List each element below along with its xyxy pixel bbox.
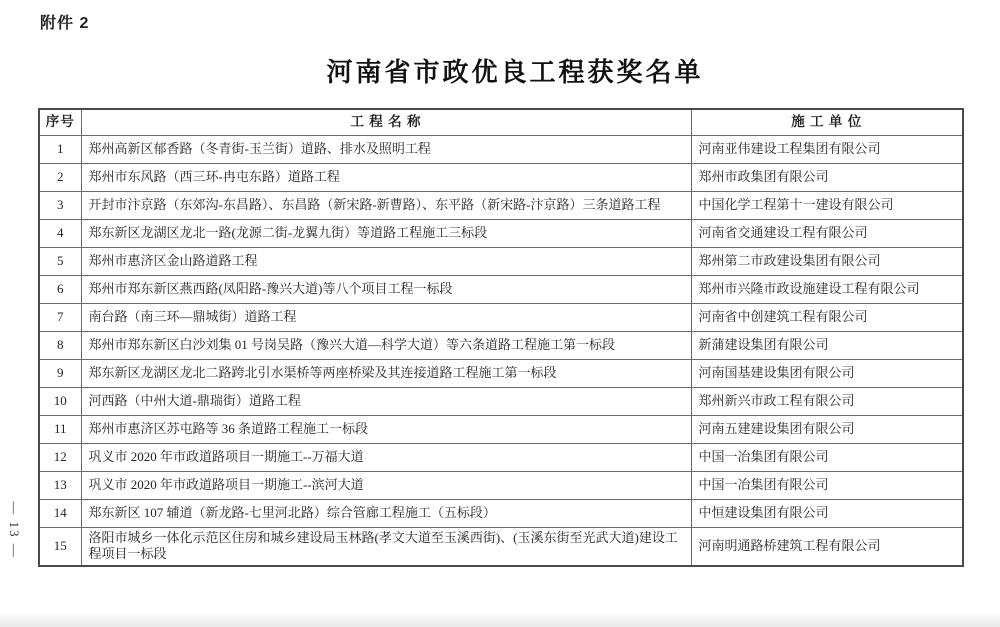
table-row xyxy=(39,191,963,219)
cell-company: 中国化学工程第十一建设有限公司 xyxy=(691,191,963,219)
cell-project: 巩义市 2020 年市政道路项目一期施工--万福大道 xyxy=(81,443,691,471)
table-row xyxy=(39,163,963,191)
cell-seq: 7 xyxy=(39,303,81,331)
cell-seq: 8 xyxy=(39,331,81,359)
attachment-label: 附件 2 xyxy=(40,15,90,32)
cell-company: 郑州新兴市政工程有限公司 xyxy=(691,387,963,415)
cell-company: 郑州市政集团有限公司 xyxy=(691,163,963,191)
table-row xyxy=(39,331,963,359)
cell-project: 巩义市 2020 年市政道路项目一期施工--滨河大道 xyxy=(81,471,691,499)
cell-seq: 3 xyxy=(39,191,81,219)
cell-company: 郑州市兴隆市政设施建设工程有限公司 xyxy=(691,275,963,303)
cell-project: 郑州高新区郁香路（冬青街-玉兰街）道路、排水及照明工程 xyxy=(81,135,691,163)
cell-seq: 5 xyxy=(39,247,81,275)
cell-seq: 9 xyxy=(39,359,81,387)
page-bottom-edge xyxy=(0,611,1000,627)
table-row xyxy=(39,443,963,471)
table-row xyxy=(39,247,963,275)
awards-table-body xyxy=(39,135,963,566)
header-row xyxy=(39,109,963,135)
table-row xyxy=(39,135,963,163)
cell-company: 河南国基建设集团有限公司 xyxy=(691,359,963,387)
table-row xyxy=(39,303,963,331)
table-row xyxy=(39,219,963,247)
cell-seq: 11 xyxy=(39,415,81,443)
cell-seq: 12 xyxy=(39,443,81,471)
cell-seq: 1 xyxy=(39,135,81,163)
cell-project: 开封市汴京路（东郊沟-东昌路）、东昌路（新宋路-新曹路）、东平路（新宋路-汴京路）三条道路工程 xyxy=(81,191,691,219)
cell-project: 郑州市郑东新区燕西路(凤阳路-豫兴大道)等八个项目工程一标段 xyxy=(81,275,691,303)
cell-company: 河南省交通建设工程有限公司 xyxy=(691,219,963,247)
cell-company: 中国一冶集团有限公司 xyxy=(691,443,963,471)
cell-company: 中国一冶集团有限公司 xyxy=(691,471,963,499)
cell-company: 河南五建建设集团有限公司 xyxy=(691,415,963,443)
table-row xyxy=(39,527,963,566)
cell-seq: 13 xyxy=(39,471,81,499)
header-construction-unit: 施 工 单 位 xyxy=(691,109,963,135)
cell-seq: 2 xyxy=(39,163,81,191)
cell-company: 郑州第二市政建设集团有限公司 xyxy=(691,247,963,275)
cell-project: 河西路（中州大道-鼎瑞街）道路工程 xyxy=(81,387,691,415)
table-row xyxy=(39,499,963,527)
awards-table-head xyxy=(39,109,963,135)
cell-company: 新蒲建设集团有限公司 xyxy=(691,331,963,359)
cell-project: 郑州市惠济区金山路道路工程 xyxy=(81,247,691,275)
table-row xyxy=(39,471,963,499)
cell-seq: 15 xyxy=(39,527,81,566)
cell-seq: 14 xyxy=(39,499,81,527)
cell-project: 郑东新区龙湖区龙北一路(龙源二街-龙翼九街）等道路工程施工三标段 xyxy=(81,219,691,247)
cell-company: 河南省中创建筑工程有限公司 xyxy=(691,303,963,331)
table-row xyxy=(39,359,963,387)
cell-project: 郑东新区龙湖区龙北二路跨北引水渠桥等两座桥梁及其连接道路工程施工第一标段 xyxy=(81,359,691,387)
cell-seq: 10 xyxy=(39,387,81,415)
cell-project: 郑州市惠济区苏屯路等 36 条道路工程施工一标段 xyxy=(81,415,691,443)
cell-project: 郑东新区 107 辅道（新龙路-七里河北路）综合管廊工程施工（五标段） xyxy=(81,499,691,527)
cell-company: 河南亚伟建设工程集团有限公司 xyxy=(691,135,963,163)
cell-company: 河南明通路桥建筑工程有限公司 xyxy=(691,527,963,566)
header-project-name: 工 程 名 称 xyxy=(81,109,691,135)
header-seq: 序号 xyxy=(39,109,81,135)
table-row xyxy=(39,275,963,303)
table-row xyxy=(39,387,963,415)
table-row xyxy=(39,415,963,443)
cell-project: 南台路（南三环—鼎城街）道路工程 xyxy=(81,303,691,331)
cell-seq: 4 xyxy=(39,219,81,247)
cell-project: 郑州市东风路（西三环-冉屯东路）道路工程 xyxy=(81,163,691,191)
cell-project: 洛阳市城乡一体化示范区住房和城乡建设局玉林路(孝文大道至玉溪西街)、(玉溪东街至光武大道)建设工程项目一标段 xyxy=(81,527,691,566)
cell-seq: 6 xyxy=(39,275,81,303)
cell-project: 郑州市郑东新区白沙刘集 01 号岗吴路（豫兴大道—科学大道）等六条道路工程施工第一标段 xyxy=(81,331,691,359)
cell-company: 中恒建设集团有限公司 xyxy=(691,499,963,527)
page-number: — 13 — xyxy=(7,501,22,559)
awards-table xyxy=(38,108,964,567)
page-title: 河南省市政优良工程获奖名单 xyxy=(326,57,704,87)
